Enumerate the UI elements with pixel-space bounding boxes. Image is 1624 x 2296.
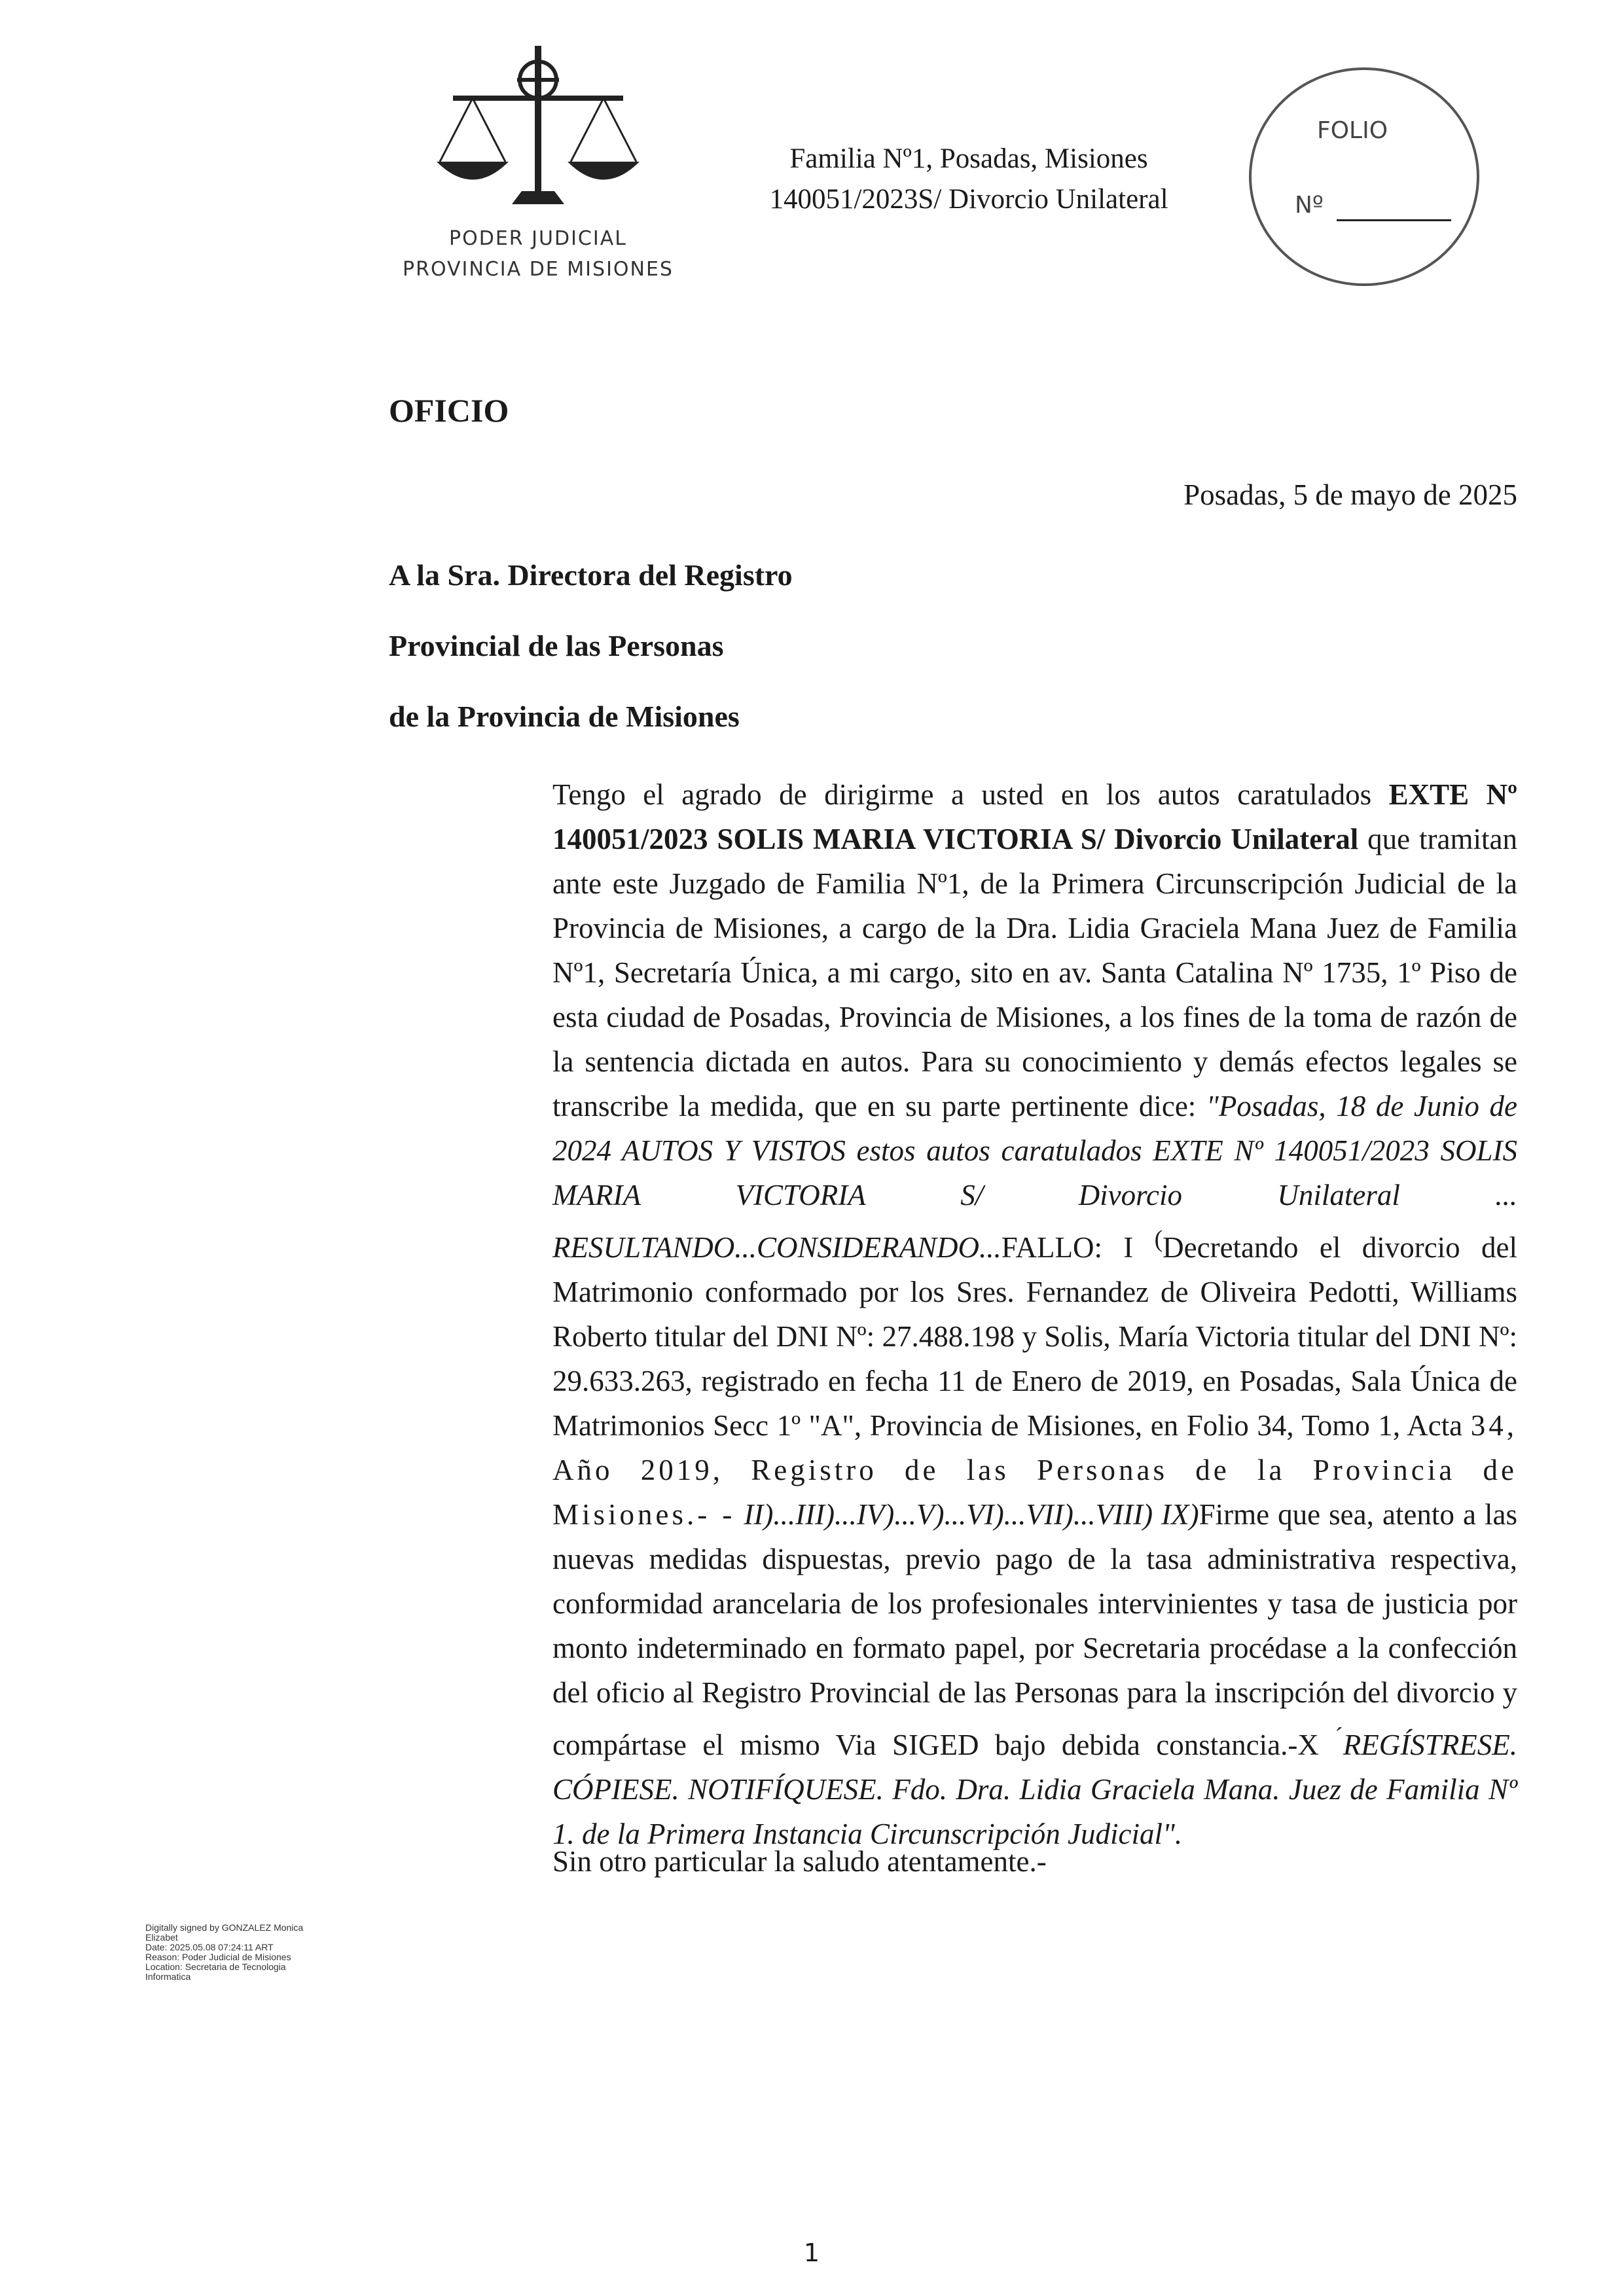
roman-sections: II)...III)...IV)...V)...VI)...VII)...VIII) IX) (744, 1498, 1199, 1531)
signature-line: Reason: Poder Judicial de Misiones (145, 1952, 291, 1962)
body-court-details: que tramitan ante este Juzgado de Familia Nº1, de la Primera Circunscripción Judicial de la Provincia de Misiones, a cargo de la Dra. Lidia Graciela Mana Juez de Familia Nº1, Secretaría Única, a mi cargo, sito en av. Santa Catalina Nº 1735, 1º Piso de esta ciudad de Posadas, Provincia de Misiones, a los fines de la toma de razón de la sentencia dictada en autos. Para su conocimiento y demás efectos legales se transcribe la medida, que en su parte pertinente dice: (552, 823, 1517, 1122)
body-intro: Tengo el agrado de dirigirme a usted en los autos caratulados (552, 778, 1389, 811)
case-header (687, 139, 1250, 220)
divorce-decree: Decretando el divorcio del Matrimonio conformado por los Sres. Fernandez de Oliveira Pedotti, Williams Roberto titular del DNI Nº: 27.488.198 y Solis, María Victoria titular del DNI Nº: 29.633.263, registrado en fecha 11 de Enero de 2019, en Posadas, Sala Única de Matrimonios Secc 1º "A", Provincia de Misiones, en Folio 34, Tomo 1, Acta (552, 1231, 1517, 1442)
scales-of-justice-icon (433, 41, 643, 217)
header-court: Familia Nº1, Posadas, Misiones (789, 143, 1148, 174)
accent-mark: ´ (1335, 1723, 1343, 1750)
closing-line: Sin otro particular la saludo atentamente.- (552, 1845, 1047, 1878)
registry-reference: 34, Año 2019, Registro de las Personas de la Provincia de Misiones.- - (552, 1409, 1517, 1531)
signature-line: Location: Secretaria de Tecnologia (145, 1962, 286, 1972)
sentence-quote: "Posadas, 18 de Junio de 2024 AUTOS Y VISTOS estos autos caratulados EXTE Nº 140051/2023 SOLIS MARIA VICTORIA S/ Divorcio Unilateral ... RESULTANDO...CONSIDERANDO... (552, 1090, 1517, 1264)
signature-line: Informatica (145, 1971, 191, 1982)
folio-number-line (1337, 219, 1451, 221)
folio-number-label: Nº (1295, 192, 1324, 219)
header-case: 140051/2023S/ Divorcio Unilateral (769, 184, 1168, 215)
poder-judicial-logo (401, 41, 676, 293)
folio-title: FOLIO (1317, 117, 1388, 144)
digital-signature (145, 1923, 420, 1982)
folio-stamp (1249, 67, 1479, 286)
closing-quote: REGÍSTRESE. CÓPIESE. NOTIFÍQUESE. Fdo. Dra. Lidia Graciela Mana. Juez de Familia Nº 1. de la Primera Instancia Circunscripción Judicial". (552, 1729, 1517, 1850)
logo-line-1: PODER JUDICIAL (449, 227, 627, 250)
document-body (389, 772, 1517, 1856)
signature-line: Date: 2025.05.08 07:24:11 ART (145, 1942, 274, 1952)
document-heading: OFICIO (389, 392, 509, 429)
signature-line: Digitally signed by GONZALEZ Monica (145, 1922, 304, 1933)
addressee-line-2: Provincial de las Personas (389, 629, 724, 662)
addressee-line-1: A la Sra. Directora del Registro (389, 558, 793, 592)
logo-line-2: PROVINCIA DE MISIONES (403, 258, 674, 281)
fallo-mark: ( (1154, 1226, 1163, 1253)
case-title: EXTE Nº 140051/2023 SOLIS MARIA VICTORIA S/ Divorcio Unilateral (552, 778, 1518, 855)
firm-instructions: Firme que sea, atento a las nuevas medidas dispuestas, previo pago de la tasa administrativa respectiva, conformidad arancelaria de los profesionales intervinientes y tasa de justicia por monto indeterminado en formato papel, por Secretaria procédase a la confección del oficio al Registro Provincial de las Personas para la inscripción del divorcio y compártase el mismo Via SIGED bajo debida constancia.-X (552, 1498, 1517, 1761)
body-paragraph (389, 772, 1517, 1856)
document-date: Posadas, 5 de mayo de 2025 (1183, 478, 1517, 511)
addressee-line-3: de la Provincia de Misiones (389, 700, 740, 733)
signature-line: Elizabet (145, 1932, 178, 1943)
fallo-label: FALLO: I (1001, 1231, 1155, 1264)
page-number: 1 (803, 2238, 820, 2267)
